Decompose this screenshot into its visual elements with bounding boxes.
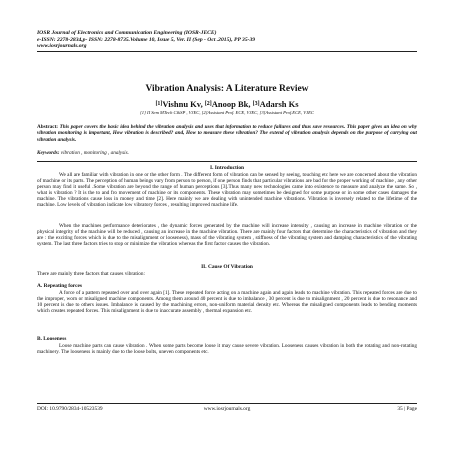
header-rule (37, 51, 417, 52)
footer-rule (37, 403, 417, 404)
footer-page-number: 35 | Page (397, 406, 417, 412)
paper-title: Vibration Analysis: A Literature Review (145, 84, 309, 94)
intro-paragraph-1: We all are familiar with vibration in one or the other form . The different form of vibration can be sensed by seeing, touching etc here we are concerned about the vibration of machine or its parts. The perception of human beings vary from person to person, if one person finds that particular vibrations are bad for the proper working of machine , any other person may find it useful .Some vibration are beyond the range of human perceptions [3].Thus many new technologies came into existence to measure and analyze the same. So , what is vibration ? It is the to and fro movement of machine or its components. These vibration may sometimes be designed for some purpose or in some other cases damages the machine. The vibrations cause loss in money and time [2]. Here mainly we are dealing with unintended machine vibrations. Vibration is inversely related to the lifetime of the machine. Low levels of vibration indicate low vibratory forces , resulting improved machine life. (37, 172, 417, 208)
author-1-name: Vishnu Kv, (162, 99, 203, 109)
abstract-text: This paper covers the basic idea behind the vibration analysis and uses that information to reduce failures and thus save resources. This paper gives an idea on why vibration monitoring is important, How vibration is described? and, How to measure these vibration? The extend of vibration analysis depends on the purpose of carrying out vibration analysis. (37, 124, 418, 143)
journal-name: IOSR Journal of Electronics and Communication Engineering (IOSR-JECE) (37, 30, 217, 36)
abstract-rule (37, 161, 417, 162)
keywords (37, 150, 417, 156)
intro-paragraph-2: When the machines performance deteriorates , the dynamic forces generated by the machine will increase intensity , causing an increase in machine vibration or the physical integrity of the machine will be reduced , causing an increase in the machine vibration. There are mainly four factors that determine the characteristics of vibration and they are : the exciting forces which is due to the misalignment or looseness), mass of the vibrating system , stiffness of the vibrating system and damping characteristics of the vibrating system. The last three factors tries to stop or minimize the vibration whereas the first factor causes the vibration. (37, 223, 417, 247)
journal-header (37, 30, 417, 50)
subheading-looseness: B. Looseness (37, 336, 67, 342)
author-2-sup: [2] (204, 101, 212, 107)
affiliation: [1] II Sem MTech C&SP , VJEC, [2]Assistant Prof. ECE, VJEC, [3]Assistant Prof.ECE, VJEC (140, 110, 314, 115)
repeating-forces-text: A force of a pattern repeated over and over again [1]. These repeated force acting on a machine again and again leads to machine vibration. This repeated forces are due to the improper, worn or misaligned machine components. Among them around 40 percent is due to imbalance , 30 percent is due to misalignment , 20 percent is due to resonance and 10 percent is due to others issues. Imbalance is caused by the machining errors, non-uniform material density etc. Whereas the misaligned components leads to bending moments which creates repeated forces. This misalignment is due to inaccurate assembly , thermal expansion etc. (37, 290, 417, 314)
author-3-sup: [3] (252, 101, 260, 107)
subheading-repeating-forces: A. Repeating forces (37, 283, 82, 289)
journal-site: www.iosrjournals.org (37, 43, 87, 50)
keywords-label: Keywords: (37, 150, 60, 156)
footer-site: www.iosrjournals.org (203, 406, 251, 412)
cause-intro: There are mainly three factors that causes vibration: (37, 271, 145, 277)
section-heading-introduction: I. Introduction (209, 165, 245, 171)
author-list (37, 99, 417, 109)
looseness-text: Loose machine parts can cause vibration . When some parts become loose it may cause severe vibration. Looseness causes vibration in both the rotating and non-rotating machinery. The looseness is mainly due to the loose bolts, uneven components etc. (37, 343, 417, 355)
author-1-sup: [1] (155, 101, 163, 107)
author-2-name: Anoop Bk, (211, 99, 251, 109)
abstract (37, 124, 417, 143)
journal-issn: e-ISSN: 2278-2834,p- ISSN: 2278-8735.Volume 10, Issue 5, Ver. II (Sep - Oct .2015), PP 35-39 (37, 36, 256, 43)
keywords-text: vibration , monitoring , analysis. (60, 150, 129, 156)
author-3-name: Adarsh Ks (259, 99, 299, 109)
section-heading-cause: II. Cause Of Vibration (201, 264, 253, 270)
footer-doi: DOI: 10.9790/2834-10523539 (37, 406, 103, 412)
abstract-label: Abstract: (37, 124, 59, 130)
